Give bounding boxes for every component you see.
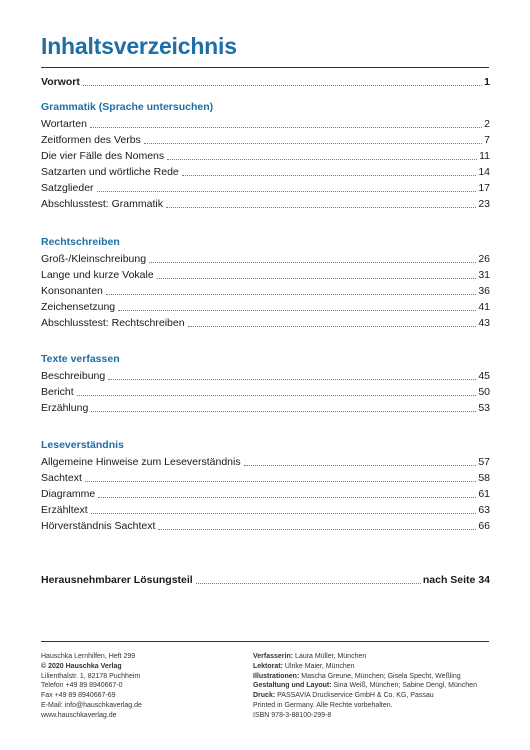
toc-entry-page: 43: [478, 317, 490, 329]
credit-value: ISBN 978-3-88100-299-8: [253, 711, 332, 719]
toc-entry-label: Satzglieder: [41, 182, 94, 194]
credit-key: Illustrationen:: [253, 672, 300, 680]
toc-entry-page: 2: [484, 118, 490, 130]
credits-imprint: [253, 652, 477, 721]
leader-dots: [90, 126, 482, 128]
toc-entry-page: 58: [478, 472, 490, 484]
toc-entry-page: 53: [478, 402, 490, 414]
credit-key: Verfasserin:: [253, 653, 294, 660]
credit-value: Ulrike Maier, München: [284, 662, 355, 670]
toc-entry: [41, 315, 490, 330]
toc-entry-label: Allgemeine Hinweise zum Leseverständnis: [41, 456, 241, 468]
credit-key: Gestaltung und Layout:: [253, 682, 332, 690]
toc-entry-label: Zeitformen des Verbs: [41, 134, 141, 146]
imprint-line: Fax +49 89 8940667-69: [41, 692, 116, 700]
leader-dots: [196, 582, 421, 584]
toc-entry: [41, 486, 490, 501]
toc-entry-label: Erzähltext: [41, 504, 88, 516]
toc-entry-label: Konsonanten: [41, 285, 103, 297]
toc-entry: [41, 384, 490, 399]
title-divider: [41, 67, 489, 68]
toc-entry-label: Erzählung: [41, 402, 89, 414]
toc-entry-label: Groß-/Kleinschreibung: [41, 253, 147, 265]
toc-entry-page: 11: [479, 150, 490, 162]
leader-dots: [167, 158, 477, 160]
leader-dots: [85, 480, 476, 482]
toc-entry: [41, 283, 490, 298]
leader-dots: [157, 277, 477, 279]
toc-entry-page: 45: [478, 370, 490, 382]
toc-entry-page: 7: [484, 134, 490, 146]
toc-entry: [41, 180, 490, 195]
leader-dots: [118, 309, 476, 311]
toc-entry-label: Wortarten: [41, 118, 87, 130]
toc-entry-page: 61: [478, 488, 490, 500]
toc-entry-label: Diagramme: [41, 488, 96, 500]
toc-entry-page: 50: [478, 386, 490, 398]
toc-entry: [41, 196, 490, 211]
leader-dots: [83, 84, 482, 86]
imprint-line: Lilienthalstr. 1, 82178 Puchheim: [41, 672, 141, 680]
toc-entry: [41, 132, 490, 147]
toc-entry-vorwort: [41, 74, 490, 89]
toc-entry-label: Hörverständnis Sachtext: [41, 520, 156, 532]
toc-entry-page: 57: [478, 456, 490, 468]
leader-dots: [188, 325, 477, 327]
credit-value: PASSAVIA Druckservice GmbH & Co. KG, Passau: [277, 692, 434, 700]
credit-line: [253, 652, 477, 662]
credit-line: [253, 691, 477, 701]
toc-entry-page: 23: [478, 198, 490, 210]
leader-dots: [106, 293, 476, 295]
credit-key: Lektorat:: [253, 662, 283, 670]
toc-entry: [41, 299, 490, 314]
toc-entry: [41, 164, 490, 179]
leader-dots: [77, 394, 477, 396]
credit-value: Printed in Germany. Alle Rechte vorbehalten.: [253, 701, 393, 709]
section-heading-rechtschreiben: Rechtschreiben: [41, 236, 120, 248]
imprint-line: Hauschka Lernhilfen, Heft 299: [41, 653, 136, 660]
leader-dots: [98, 496, 476, 498]
leader-dots: [149, 261, 476, 263]
imprint-divider: [41, 641, 489, 642]
toc-entry: [41, 116, 490, 131]
toc-entry: [41, 267, 490, 282]
credit-line: [253, 681, 477, 691]
leader-dots: [182, 174, 477, 176]
toc-entry: [41, 148, 490, 163]
credit-line: [253, 672, 477, 682]
toc-entry-label: Sachtext: [41, 472, 82, 484]
toc-entry-page: 31: [478, 269, 490, 281]
publisher-imprint: [41, 652, 142, 721]
leader-dots: [97, 190, 477, 192]
toc-entry-label: Abschlusstest: Grammatik: [41, 198, 163, 210]
imprint-line: Telefon +49 89 8940667-0: [41, 682, 123, 690]
toc-entry-page: 36: [478, 285, 490, 297]
toc-entry-loesungsteil: [41, 572, 490, 587]
leader-dots: [91, 410, 476, 412]
section-heading-grammatik: Grammatik (Sprache untersuchen): [41, 101, 214, 113]
toc-entry-page: 66: [478, 520, 490, 532]
page-title: Inhaltsverzeichnis: [41, 33, 237, 59]
toc-entry-page: 41: [478, 301, 490, 313]
toc-entry: [41, 368, 490, 383]
toc-entry: [41, 470, 490, 485]
section-heading-leseverstaendnis: Leseverständnis: [41, 439, 124, 451]
toc-entry-page: 17: [478, 182, 490, 194]
imprint-line: www.hauschkaverlag.de: [41, 711, 117, 719]
leader-dots: [91, 512, 477, 514]
toc-entry-label: Bericht: [41, 386, 74, 398]
toc-entry-page: 1: [484, 76, 490, 88]
leader-dots: [166, 206, 476, 208]
credit-value: Sina Weiß, München; Sabine Dengl, München: [333, 682, 477, 690]
toc-entry-label: Lange und kurze Vokale: [41, 269, 154, 281]
toc-entry-label: Abschlusstest: Rechtschreiben: [41, 317, 185, 329]
toc-entry-label: Zeichensetzung: [41, 301, 116, 313]
toc-entry-label: Vorwort: [41, 76, 80, 88]
credit-line: [253, 711, 477, 721]
imprint-line: © 2020 Hauschka Verlag: [41, 662, 122, 670]
leader-dots: [158, 528, 476, 530]
toc-entry-page: 63: [478, 504, 490, 516]
toc-entry: [41, 518, 490, 533]
section-heading-texte-verfassen: Texte verfassen: [41, 353, 120, 365]
toc-entry-page: 14: [478, 166, 490, 178]
imprint-line: E-Mail: info@hauschkaverlag.de: [41, 701, 142, 709]
toc-entry-label: Beschreibung: [41, 370, 106, 382]
credit-value: Laura Müller, München: [295, 653, 367, 660]
toc-entry-label: Herausnehmbarer Lösungsteil: [41, 574, 193, 586]
leader-dots: [108, 378, 476, 380]
credit-value: Mascha Greune, München; Gisela Specht, Weßling: [301, 672, 461, 680]
credit-line: [253, 662, 477, 672]
leader-dots: [144, 142, 482, 144]
toc-entry: [41, 251, 490, 266]
toc-entry-page: nach Seite 34: [422, 574, 490, 586]
leader-dots: [244, 464, 477, 466]
toc-entry-label: Satzarten und wörtliche Rede: [41, 166, 179, 178]
toc-entry: [41, 502, 490, 517]
toc-entry: [41, 400, 490, 415]
credit-line: [253, 701, 477, 711]
toc-entry-label: Die vier Fälle des Nomens: [41, 150, 165, 162]
toc-entry: [41, 454, 490, 469]
toc-entry-page: 26: [478, 253, 490, 265]
credit-key: Druck:: [253, 692, 276, 700]
